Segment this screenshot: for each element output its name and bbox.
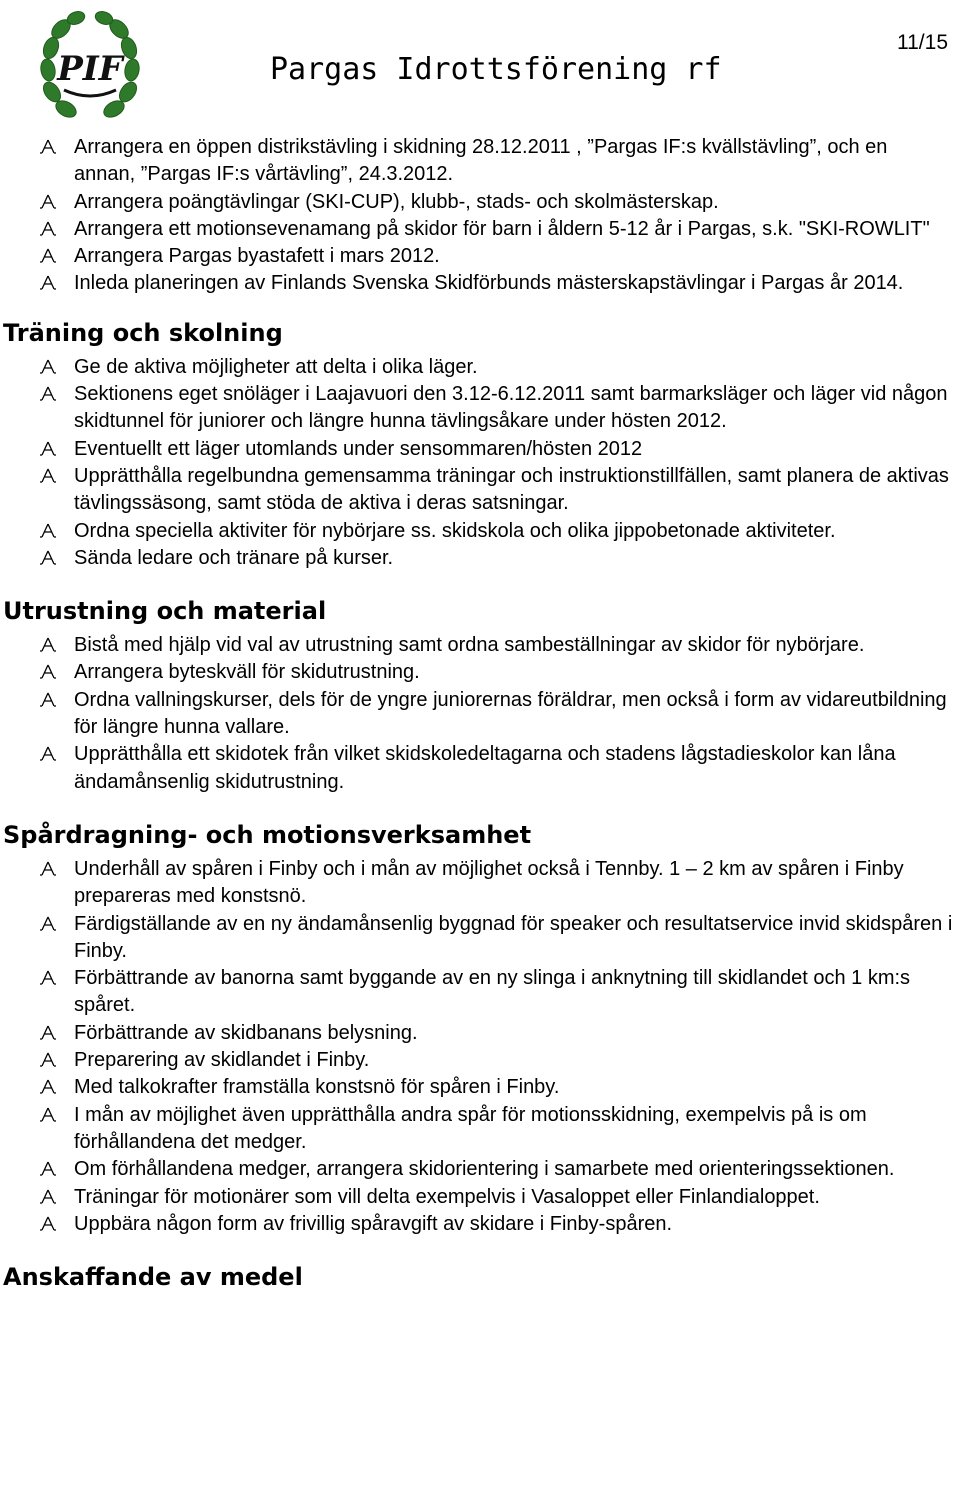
ski-bullet-icon [39, 745, 57, 763]
list-item [0, 545, 960, 572]
ski-bullet-icon [39, 385, 57, 403]
ski-bullet-icon [39, 358, 57, 376]
ski-bullet-icon [39, 860, 57, 878]
logo-lettering: PIF [57, 49, 123, 89]
list-item-text: Arrangera ett motionsevenamang på skidor för barn i åldern 5-12 år i Pargas, s.k. "SKI-ROWLIT" [74, 217, 930, 240]
list-item [0, 189, 960, 216]
list-item [0, 354, 960, 381]
list-item-text: Arrangera en öppen distrikstävling i skidning 28.12.2011 , ”Pargas IF:s kvällstävling”, och en annan, ”Pargas IF:s vårtävling”, 24.3.2012. [74, 136, 888, 186]
list-item [0, 1156, 960, 1183]
list-item [0, 1047, 960, 1074]
section-heading: Spårdragning- och motionsverksamhet [3, 820, 532, 849]
list-item [0, 856, 960, 911]
list-item-text: I mån av möjlighet även upprätthålla andra spår för motionsskidning, exempelvis på is om förhållandena det medger. [74, 1103, 867, 1153]
list-item [0, 1184, 960, 1211]
list-item-text: Inleda planeringen av Finlands Svenska Skidförbunds mästerskapstävlingar i Pargas år 2014. [74, 272, 904, 295]
list-item-text: Upprätthålla regelbundna gemensamma träningar och instruktionstillfällen, samt planera de aktivas tävlingssäsong, samt stöda de aktiva i deras satsningar. [74, 464, 949, 515]
list-item [0, 518, 960, 545]
ski-bullet-icon [39, 138, 57, 156]
ski-bullet-icon [39, 1188, 57, 1206]
sections-container [0, 318, 960, 1292]
ski-bullet-icon [39, 247, 57, 265]
list-item [0, 381, 960, 436]
section-heading: Träning och skolning [3, 318, 283, 347]
list-item [0, 1074, 960, 1101]
ski-bullet-icon [39, 915, 57, 933]
list-item-text: Arrangera byteskväll för skidutrustning. [74, 661, 420, 684]
ski-bullet-icon [39, 440, 57, 458]
ski-bullet-icon [39, 1160, 57, 1178]
list-item [0, 911, 960, 966]
list-item-text: Sektionens eget snöläger i Laajavuori den 3.12-6.12.2011 samt barmarksläger och läger vid någon skidtunnel för juniorer och längre hunna tävlingsåkare under hösten 2012. [74, 383, 948, 433]
ski-bullet-icon [39, 549, 57, 567]
intro-list [0, 134, 960, 298]
list-item [0, 965, 960, 1020]
ski-bullet-icon [39, 193, 57, 211]
list-item [0, 1102, 960, 1157]
ski-bullet-icon [39, 274, 57, 292]
page-number: 11/15 [897, 31, 948, 54]
list-item [0, 632, 960, 659]
ski-bullet-icon [39, 1215, 57, 1233]
list-item-text: Underhåll av spåren i Finby och i mån av möjlighet också i Tennby. 1 – 2 km av spåren i Finby prepareras med konstsnö. [74, 857, 904, 908]
list-item [0, 216, 960, 243]
list-item-text: Ge de aktiva möjligheter att delta i olika läger. [74, 355, 478, 378]
list-item [0, 659, 960, 686]
list-item-text: Bistå med hjälp vid val av utrustning samt ordna sambeställningar av skidor för nybörjare. [74, 634, 865, 657]
ski-bullet-icon [39, 1078, 57, 1096]
ski-bullet-icon [39, 636, 57, 654]
organization-name: Pargas Idrottsförening rf [270, 52, 722, 87]
list-item [0, 270, 960, 297]
section-heading: Anskaffande av medel [3, 1263, 303, 1292]
ski-bullet-icon [39, 691, 57, 709]
list-item-text: Träningar för motionärer som vill delta exempelvis i Vasaloppet eller Finlandialoppet. [74, 1185, 820, 1208]
list-item-text: Ordna vallningskurser, dels för de yngre juniorernas föräldrar, men också i form av vidareutbildning för längre hunna vallare. [74, 688, 947, 739]
list-item-text: Med talkokrafter framställa konstsnö för spåren i Finby. [74, 1076, 560, 1099]
list-item [0, 463, 960, 518]
list-item [0, 687, 960, 742]
list-item-text: Preparering av skidlandet i Finby. [74, 1049, 370, 1072]
list-item-text: Arrangera poängtävlingar (SKI-CUP), klubb-, stads- och skolmästerskap. [74, 190, 719, 213]
list-item [0, 1020, 960, 1047]
list-item-text: Sända ledare och tränare på kurser. [74, 546, 394, 569]
ski-bullet-icon [39, 1024, 57, 1042]
club-logo [34, 6, 146, 124]
list-item-text: Förbättrande av skidbanans belysning. [74, 1021, 418, 1044]
list-item [0, 436, 960, 463]
ski-bullet-icon [39, 467, 57, 485]
list-item [0, 134, 960, 189]
list-item-text: Om förhållandena medger, arrangera skidorientering i samarbete med orienteringssektionen. [74, 1158, 895, 1181]
ski-bullet-icon [39, 969, 57, 987]
section-list [0, 354, 960, 572]
list-item-text: Ordna speciella aktiviter för nybörjare ss. skidskola och olika jippobetonade aktiviteter. [74, 519, 836, 542]
section-heading: Utrustning och material [3, 597, 327, 626]
ski-bullet-icon [39, 1051, 57, 1069]
list-item-text: Uppbära någon form av frivillig spåravgift av skidare i Finby-spåren. [74, 1212, 673, 1235]
ski-bullet-icon [39, 663, 57, 681]
document-body [0, 134, 960, 1298]
list-item-text: Eventuellt ett läger utomlands under sensommaren/hösten 2012 [74, 437, 643, 460]
list-item [0, 741, 960, 796]
list-item [0, 243, 960, 270]
list-item [0, 1211, 960, 1238]
ski-bullet-icon [39, 1106, 57, 1124]
list-item-text: Arrangera Pargas byastafett i mars 2012. [74, 245, 440, 268]
page-header [0, 0, 960, 130]
ski-bullet-icon [39, 220, 57, 238]
list-item-text: Färdigställande av en ny ändamånsenlig byggnad för speaker och resultatservice invid skidspåren i Finby. [74, 912, 953, 962]
list-item-text: Upprätthålla ett skidotek från vilket skidskoledeltagarna och stadens lågstadieskolor kan låna ändamånsenlig skidutrustning. [74, 743, 896, 793]
section-list [0, 632, 960, 796]
ski-bullet-icon [39, 522, 57, 540]
list-item-text: Förbättrande av banorna samt byggande av en ny slinga i anknytning till skidlandet och 1 km:s spåret. [74, 967, 911, 1017]
section-list [0, 856, 960, 1238]
